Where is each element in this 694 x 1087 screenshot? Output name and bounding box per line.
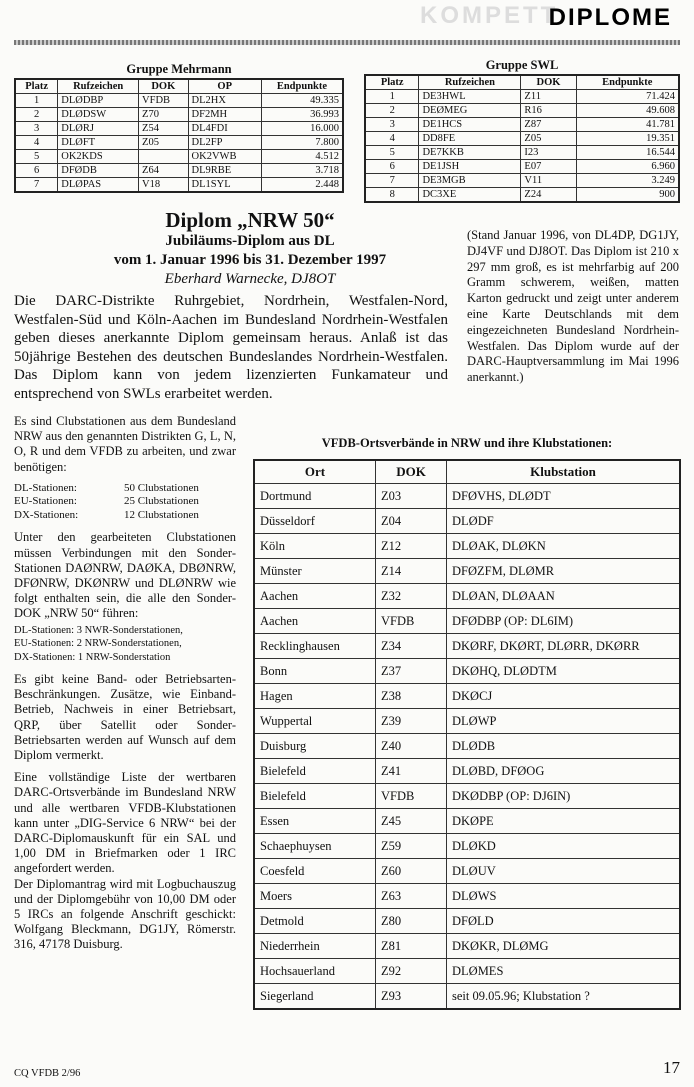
table-cell: VFDB	[376, 609, 447, 634]
table-cell: DFØDB	[58, 164, 139, 178]
table-cell: 3.718	[261, 164, 343, 178]
table-cell: Z87	[521, 118, 576, 132]
table-row	[365, 146, 679, 160]
table-cell: Z11	[521, 90, 576, 104]
requirement-item: DL-Stationen: 3 NWR-Sonderstationen,	[14, 624, 183, 636]
table-cell: DLØDBP	[58, 94, 139, 108]
table-row	[365, 132, 679, 146]
table-cell: DKØCJ	[447, 684, 681, 709]
table-cell: Z14	[376, 559, 447, 584]
column-header: Platz	[15, 79, 58, 94]
table-row	[15, 136, 343, 150]
table-row	[365, 118, 679, 132]
column-header: DOK	[521, 75, 576, 90]
table-row	[254, 959, 680, 984]
paragraph-special-stations: Unter den gearbeiteten Clubstationen müssen Verbindungen mit den Sonder-Stationen DAØNRW, DAØKA, DBØNRW, DFØNRW, DKØNRW und DLØNRW wie folgt enthalten sein, die alle den Sonder-DOK „NRW 50“ führen:	[14, 530, 236, 621]
table-cell: DL2HX	[188, 94, 261, 108]
table-cell: DE3HWL	[419, 90, 521, 104]
requirement-item: DX-Stationen: 12 Clubstationen	[14, 508, 199, 521]
table-cell: Duisburg	[254, 734, 376, 759]
table-cell: Hochsauerland	[254, 959, 376, 984]
table-cell: 4	[365, 132, 419, 146]
table-cell: DKØRF, DKØRT, DLØRR, DKØRR	[447, 634, 681, 659]
table-cell: DLØFT	[58, 136, 139, 150]
table-row	[254, 484, 680, 509]
issue-label: CQ VFDB 2/96	[14, 1068, 81, 1079]
table-cell: Z45	[376, 809, 447, 834]
clubstation-table	[253, 459, 681, 1010]
table-cell: DKØKR, DLØMG	[447, 934, 681, 959]
table-row	[15, 150, 343, 164]
table-cell: Z37	[376, 659, 447, 684]
table-caption: Gruppe SWL	[485, 58, 559, 72]
requirement-item: EU-Stationen: 25 Clubstationen	[14, 495, 199, 508]
requirement-item: EU-Stationen: 2 NRW-Sonderstationen,	[14, 638, 182, 650]
table-row	[254, 609, 680, 634]
header-rule	[14, 40, 680, 45]
requirement-item: DX-Stationen: 1 NRW-Sonderstation	[14, 651, 171, 663]
table-cell: Z59	[376, 834, 447, 859]
table-header-row	[15, 79, 343, 94]
table-row	[254, 909, 680, 934]
header-ghost-text: KOMPETT	[420, 2, 559, 29]
table-cell: 3.249	[576, 174, 679, 188]
table-header-row	[254, 460, 680, 484]
table-cell: DD8FE	[419, 132, 521, 146]
article-dates: vom 1. Januar 1996 bis 31. Dezember 1997	[113, 252, 387, 268]
table-row	[254, 684, 680, 709]
table-cell: DFØLD	[447, 909, 681, 934]
table-row	[254, 534, 680, 559]
table-row	[365, 188, 679, 203]
special-stations-list	[14, 624, 236, 665]
article-title: Diplom „NRW 50“	[165, 208, 335, 232]
table-cell: Niederrhein	[254, 934, 376, 959]
table-cell: 2	[15, 108, 58, 122]
table-cell: seit 09.05.96; Klubstation ?	[447, 984, 681, 1010]
table-cell: 6	[15, 164, 58, 178]
table-cell: 4	[15, 136, 58, 150]
table-cell: 2	[365, 104, 419, 118]
table-cell: 16.000	[261, 122, 343, 136]
table-cell: I23	[521, 146, 576, 160]
page-header	[0, 0, 694, 50]
table-cell: 16.544	[576, 146, 679, 160]
table-cell: Schaephuysen	[254, 834, 376, 859]
table-cell: Essen	[254, 809, 376, 834]
table-cell: DLØUV	[447, 859, 681, 884]
table-row	[254, 809, 680, 834]
table-cell: V18	[139, 178, 188, 193]
table-cell: Münster	[254, 559, 376, 584]
paragraph-requirements: Es sind Clubstationen aus dem Bundesland NRW aus den genannten Distrikten G, L, N, O, R und dem VFDB zu arbeiten, und zwar benötigen:	[14, 414, 236, 474]
table-cell: Bonn	[254, 659, 376, 684]
paragraph-restrictions: Es gibt keine Band- oder Betriebsarten-Beschränkungen. Zusätze, wie Einband-Betrieb, Nachweis in einer Betriebsart, QRP, über Satellit oder Sonder-Betriebsarten werden auf Wunsch auf dem Diplom vermerkt.	[14, 672, 236, 763]
table-cell: Dortmund	[254, 484, 376, 509]
table-cell: DLØAK, DLØKN	[447, 534, 681, 559]
table-cell: Z12	[376, 534, 447, 559]
table-cell: DE7KKB	[419, 146, 521, 160]
table-cell: DL4FDI	[188, 122, 261, 136]
table-cell: Z93	[376, 984, 447, 1010]
table-row	[254, 884, 680, 909]
table-cell: Z39	[376, 709, 447, 734]
table-cell: DLØWS	[447, 884, 681, 909]
table-row	[254, 834, 680, 859]
table-cell: Z60	[376, 859, 447, 884]
table-cell: DKØDBP (OP: DJ6IN)	[447, 784, 681, 809]
article-title-block	[100, 208, 400, 289]
table-row	[254, 734, 680, 759]
table-cell: DKØHQ, DLØDTM	[447, 659, 681, 684]
paragraph-application: Der Diplomantrag wird mit Logbuchauszug und der Diplomgebühr von 10,00 DM oder 5 IRCs an folgende Anschrift geschickt: Wolfgang Bleckmann, DG1JY, Römerstr. 316, 47178 Duisburg.	[14, 876, 236, 952]
table-cell: DLØBD, DFØOG	[447, 759, 681, 784]
table-cell: Z05	[521, 132, 576, 146]
table-cell: Z04	[376, 509, 447, 534]
table-row	[254, 584, 680, 609]
table-cell: DFØZFM, DLØMR	[447, 559, 681, 584]
diploma-note: (Stand Januar 1996, von DL4DP, DG1JY, DJ4VF und DJ8OT. Das Diplom ist 210 x 297 mm groß, es ist mehrfarbig auf 200 Gramm schwerem, weißen, matten Karton gedruckt und zeigt unter anderem eine Karte Deutschlands mit dem eingezeichneten Bundesland Nordrhein-Westfalen. Das Diplom wurde auf der DARC-Hauptversammlung im Mai 1996 anerkannt.)	[467, 228, 679, 385]
table-cell: OK2VWB	[188, 150, 261, 164]
table-row	[254, 709, 680, 734]
table-cell: VFDB	[139, 94, 188, 108]
table-cell: 49.335	[261, 94, 343, 108]
table-cell: Hagen	[254, 684, 376, 709]
table-row	[254, 859, 680, 884]
table-cell: DEØMEG	[419, 104, 521, 118]
table-cell: 7.800	[261, 136, 343, 150]
table-row	[254, 659, 680, 684]
page-number: 17	[663, 1058, 680, 1077]
table-cell: DLØRJ	[58, 122, 139, 136]
table-row	[15, 94, 343, 108]
column-header: DOK	[139, 79, 188, 94]
column-header: OP	[188, 79, 261, 94]
table-cell: 6	[365, 160, 419, 174]
table-cell: DLØDSW	[58, 108, 139, 122]
results-table	[364, 74, 680, 203]
table-cell: E07	[521, 160, 576, 174]
table-cell: DLØDB	[447, 734, 681, 759]
table-cell: Z32	[376, 584, 447, 609]
table-cell: DLØAN, DLØAAN	[447, 584, 681, 609]
table-row	[254, 559, 680, 584]
table-caption: Gruppe Mehrmann	[126, 62, 232, 76]
table-row	[254, 784, 680, 809]
column-header: Endpunkte	[261, 79, 343, 94]
table-cell	[139, 150, 188, 164]
table-cell: 19.351	[576, 132, 679, 146]
table-row	[254, 984, 680, 1010]
table-cell: DLØKD	[447, 834, 681, 859]
table-gruppe-mehrmann	[14, 62, 344, 193]
table-row	[365, 174, 679, 188]
table-cell: Z38	[376, 684, 447, 709]
table-cell: Z41	[376, 759, 447, 784]
table-cell: 4.512	[261, 150, 343, 164]
table-cell: Z40	[376, 734, 447, 759]
column-header: Endpunkte	[576, 75, 679, 90]
table-row	[365, 90, 679, 104]
table-row	[15, 178, 343, 193]
vfdb-clubstations	[253, 436, 681, 1010]
table-cell: Z54	[139, 122, 188, 136]
table-cell: R16	[521, 104, 576, 118]
column-header: Ort	[254, 460, 376, 484]
table-cell: 3	[15, 122, 58, 136]
table-cell: Aachen	[254, 584, 376, 609]
table-row	[365, 104, 679, 118]
table-row	[254, 759, 680, 784]
table-cell: 5	[15, 150, 58, 164]
table-cell: 5	[365, 146, 419, 160]
table-row	[254, 634, 680, 659]
table-cell: VFDB	[376, 784, 447, 809]
table-cell: Düsseldorf	[254, 509, 376, 534]
table-header-row	[365, 75, 679, 90]
table-cell: Coesfeld	[254, 859, 376, 884]
column-header: Platz	[365, 75, 419, 90]
article-author: Eberhard Warnecke, DJ8OT	[164, 271, 336, 287]
results-table	[14, 78, 344, 193]
table-row	[15, 108, 343, 122]
table-cell: V11	[521, 174, 576, 188]
column-header: DOK	[376, 460, 447, 484]
table-cell: DFØVHS, DLØDT	[447, 484, 681, 509]
table-cell: 900	[576, 188, 679, 203]
table-cell: Z03	[376, 484, 447, 509]
table-cell: DLØDF	[447, 509, 681, 534]
table-cell: DL1SYL	[188, 178, 261, 193]
table-cell: DE3MGB	[419, 174, 521, 188]
table-cell: Köln	[254, 534, 376, 559]
table-cell: Z81	[376, 934, 447, 959]
table-cell: DL9RBE	[188, 164, 261, 178]
table-cell: DKØPE	[447, 809, 681, 834]
table-cell: Z64	[139, 164, 188, 178]
column-header: Rufzeichen	[419, 75, 521, 90]
paragraph-list-order: Eine vollständige Liste der wertbaren DARC-Ortsverbände im Bundesland NRW und alle wertbaren VFDB-Klubstationen kann unter „DIG-Service 6 NRW“ bei der DARC-Diplomauskunft für ein SAL und 1,00 DM in Briefmarken oder 1 IRC angefordert werden.	[14, 770, 236, 876]
article-subtitle: Jubiläums-Diplom aus DL	[165, 233, 335, 249]
table-row	[15, 122, 343, 136]
table-cell: Z92	[376, 959, 447, 984]
table-cell: 71.424	[576, 90, 679, 104]
table-cell: 2.448	[261, 178, 343, 193]
table-cell: 49.608	[576, 104, 679, 118]
table-gruppe-swl	[364, 58, 680, 203]
table-cell: DLØPAS	[58, 178, 139, 193]
table-cell: Z24	[521, 188, 576, 203]
table-cell: DF2MH	[188, 108, 261, 122]
table-cell: DE1HCS	[419, 118, 521, 132]
table-cell: 6.960	[576, 160, 679, 174]
section-title: DIPLOME	[548, 4, 672, 31]
table-cell: 1	[365, 90, 419, 104]
table-cell: DC3XE	[419, 188, 521, 203]
table-cell: Z80	[376, 909, 447, 934]
table-cell: Moers	[254, 884, 376, 909]
table-cell: Z70	[139, 108, 188, 122]
table-cell: DE1JSH	[419, 160, 521, 174]
table-cell: Z63	[376, 884, 447, 909]
table-cell: 8	[365, 188, 419, 203]
table-cell: OK2KDS	[58, 150, 139, 164]
column-header: Klubstation	[447, 460, 681, 484]
table-cell: 41.781	[576, 118, 679, 132]
table-cell: 1	[15, 94, 58, 108]
column-header: Rufzeichen	[58, 79, 139, 94]
table-cell: Bielefeld	[254, 784, 376, 809]
table-cell: 3	[365, 118, 419, 132]
requirement-item: DL-Stationen: 50 Clubstationen	[14, 481, 199, 494]
table-cell: 7	[365, 174, 419, 188]
table-cell: Wuppertal	[254, 709, 376, 734]
table-cell: 7	[15, 178, 58, 193]
table-cell: Bielefeld	[254, 759, 376, 784]
table-cell: Siegerland	[254, 984, 376, 1010]
article-body	[14, 414, 236, 960]
table-row	[15, 164, 343, 178]
table-row	[254, 934, 680, 959]
table-cell: DLØWP	[447, 709, 681, 734]
table-caption: VFDB-Ortsverbände in NRW und ihre Klubstationen:	[321, 436, 613, 450]
table-cell: DLØMES	[447, 959, 681, 984]
table-cell: Recklinghausen	[254, 634, 376, 659]
table-cell: Z05	[139, 136, 188, 150]
table-cell: DFØDBP (OP: DL6IM)	[447, 609, 681, 634]
table-cell: Z34	[376, 634, 447, 659]
table-cell: Aachen	[254, 609, 376, 634]
article-intro: Die DARC-Distrikte Ruhrgebiet, Nordrhein, Westfalen-Nord, Westfalen-Süd und Köln-Aachen im Bundesland Nordrhein-Westfalen geben dieses anerkannte Diplom gemeinsam heraus. Anlaß ist das 50jährige Bestehen des deutschen Bundeslandes Nordrhein-Westfalen. Das Diplom kann von jedem lizenzierten Funkamateur und entsprechend von SWLs erarbeitet werden.	[14, 293, 448, 402]
table-cell: DL2FP	[188, 136, 261, 150]
table-row	[365, 160, 679, 174]
table-cell: Detmold	[254, 909, 376, 934]
table-row	[254, 509, 680, 534]
table-cell: 36.993	[261, 108, 343, 122]
requirements-list	[14, 482, 236, 523]
